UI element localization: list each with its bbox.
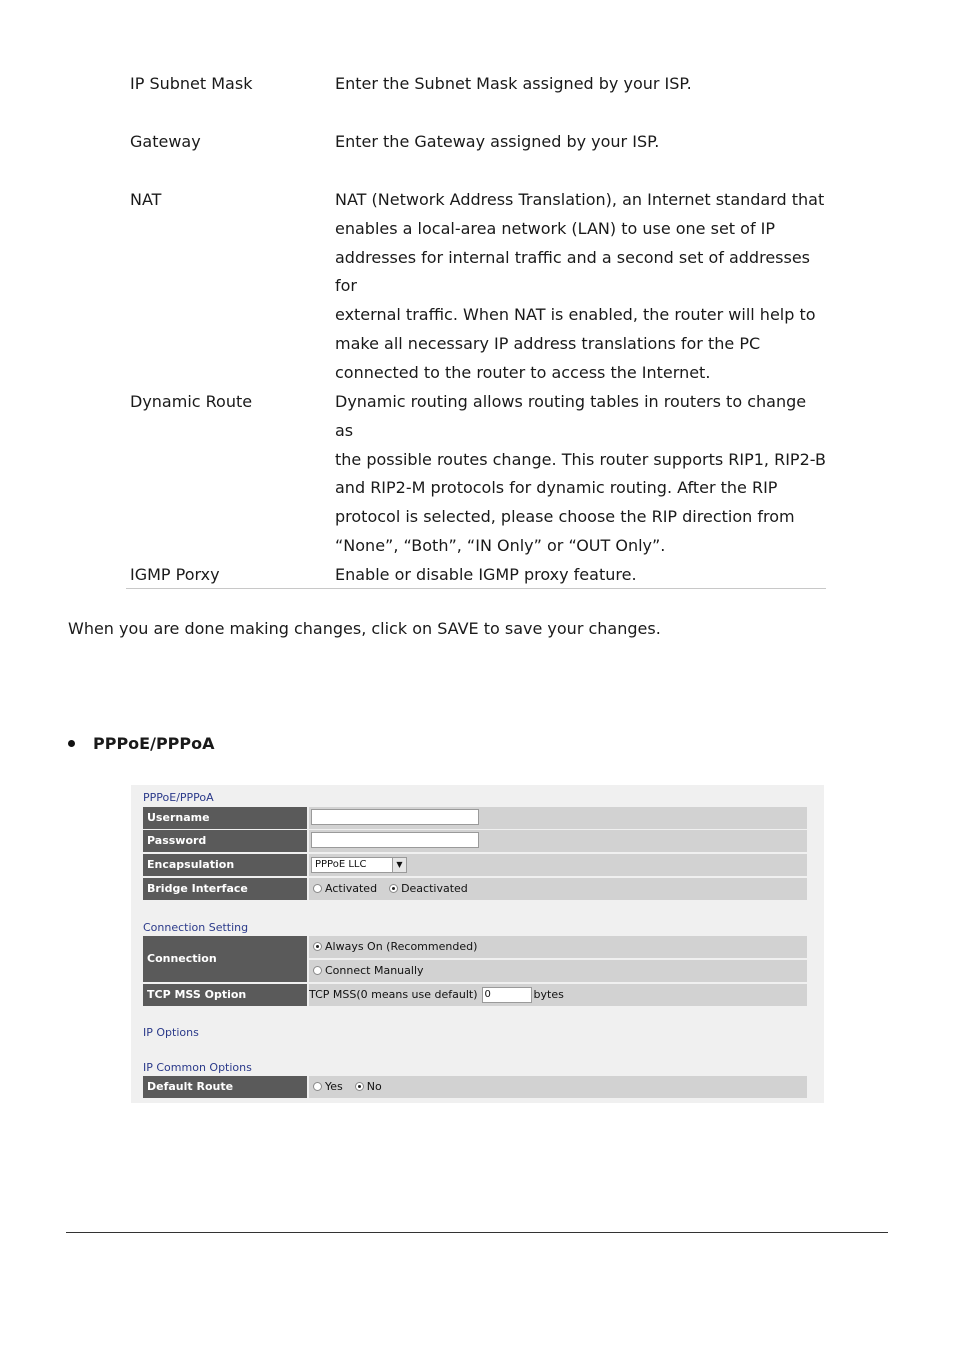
pppoe-config-panel bbox=[131, 785, 824, 1103]
password-cell bbox=[309, 830, 807, 852]
def-desc bbox=[335, 128, 827, 157]
username-cell bbox=[309, 807, 807, 829]
def-desc bbox=[335, 561, 827, 590]
username-input[interactable] bbox=[311, 809, 479, 825]
password-input[interactable] bbox=[311, 832, 479, 848]
def-term: IGMP Porxy bbox=[130, 565, 220, 584]
bullet-heading bbox=[68, 732, 215, 756]
def-line: Enter the Subnet Mask assigned by your ISP. bbox=[335, 74, 692, 93]
def-line: external traffic. When NAT is enabled, the router will help to bbox=[335, 305, 816, 325]
tcp-mss-label: TCP MSS Option bbox=[143, 984, 307, 1006]
table-divider bbox=[126, 588, 826, 589]
encapsulation-cell bbox=[309, 854, 807, 876]
def-line: “None”, “Both”, “IN Only” or “OUT Only”. bbox=[335, 535, 666, 555]
def-line: enables a local-area network (LAN) to use one set of IP bbox=[335, 218, 776, 238]
bullet-label: PPPoE/PPPoA bbox=[93, 734, 215, 753]
def-term: Dynamic Route bbox=[130, 392, 253, 411]
connection-always-radio[interactable] bbox=[313, 942, 322, 951]
footer-divider bbox=[66, 1232, 888, 1233]
bridge-activated-radio[interactable] bbox=[313, 884, 322, 893]
bridge-activated-label: Activated bbox=[325, 882, 378, 895]
default-route-yes-radio[interactable] bbox=[313, 1082, 322, 1091]
def-term: Gateway bbox=[130, 132, 201, 151]
row-tcp-mss bbox=[143, 984, 807, 1006]
def-line: Enable or disable IGMP proxy feature. bbox=[335, 565, 637, 584]
save-note: When you are done making changes, click on SAVE to save your changes. bbox=[68, 619, 661, 638]
bridge-interface-cell bbox=[309, 878, 807, 900]
section-title-ip-options: IP Options bbox=[143, 1026, 199, 1039]
connection-manual-label: Connect Manually bbox=[325, 964, 424, 977]
bullet-icon bbox=[68, 740, 75, 747]
tcp-mss-cell bbox=[309, 984, 807, 1006]
chevron-down-icon[interactable]: ▼ bbox=[392, 858, 406, 872]
def-line: connected to the router to access the Internet. bbox=[335, 362, 711, 382]
bridge-deactivated-radio[interactable] bbox=[389, 884, 398, 893]
password-label: Password bbox=[143, 830, 307, 852]
tcp-mss-unit: bytes bbox=[533, 988, 564, 1001]
encapsulation-select[interactable] bbox=[311, 857, 407, 873]
section-title-ip-common: IP Common Options bbox=[143, 1061, 252, 1074]
connection-always-label: Always On (Recommended) bbox=[325, 940, 478, 953]
default-route-yes-label: Yes bbox=[325, 1080, 343, 1093]
row-username bbox=[143, 807, 807, 829]
encapsulation-label: Encapsulation bbox=[143, 854, 307, 876]
def-line: the possible routes change. This router supports RIP1, RIP2-B bbox=[335, 449, 826, 469]
section-title-connection: Connection Setting bbox=[143, 921, 249, 934]
tcp-mss-input[interactable]: 0 bbox=[482, 987, 532, 1003]
connection-label: Connection bbox=[143, 936, 307, 982]
def-line: NAT (Network Address Translation), an Internet standard that bbox=[335, 190, 825, 209]
connection-always-cell bbox=[309, 936, 807, 958]
def-line: Dynamic routing allows routing tables in routers to change as bbox=[335, 392, 807, 440]
def-line: protocol is selected, please choose the RIP direction from bbox=[335, 507, 795, 527]
def-term: IP Subnet Mask bbox=[130, 74, 253, 93]
def-line: make all necessary IP address translations for the PC bbox=[335, 333, 761, 353]
default-route-no-label: No bbox=[366, 1080, 382, 1093]
row-password bbox=[143, 830, 807, 852]
row-encapsulation bbox=[143, 854, 807, 876]
row-connection bbox=[143, 936, 807, 982]
section-title-pppoe: PPPoE/PPPoA bbox=[143, 791, 214, 804]
default-route-label: Default Route bbox=[143, 1076, 307, 1098]
def-line: addresses for internal traffic and a second set of addresses for bbox=[335, 247, 811, 296]
encapsulation-value: PPPoE LLC bbox=[315, 859, 367, 870]
def-desc bbox=[335, 388, 827, 561]
connection-manual-radio[interactable] bbox=[313, 966, 322, 975]
bridge-deactivated-label: Deactivated bbox=[401, 882, 468, 895]
def-term: NAT bbox=[130, 190, 162, 209]
default-route-cell bbox=[309, 1076, 807, 1098]
bridge-interface-label: Bridge Interface bbox=[143, 878, 307, 900]
def-desc bbox=[335, 70, 827, 99]
default-route-no-radio[interactable] bbox=[355, 1082, 364, 1091]
connection-manual-cell bbox=[309, 960, 807, 982]
tcp-mss-prefix: TCP MSS(0 means use default) bbox=[309, 988, 478, 1001]
row-bridge-interface bbox=[143, 878, 807, 900]
username-label: Username bbox=[143, 807, 307, 829]
def-line: and RIP2-M protocols for dynamic routing. After the RIP bbox=[335, 478, 778, 498]
def-line: Enter the Gateway assigned by your ISP. bbox=[335, 132, 660, 151]
def-desc bbox=[335, 186, 827, 388]
row-default-route bbox=[143, 1076, 807, 1098]
